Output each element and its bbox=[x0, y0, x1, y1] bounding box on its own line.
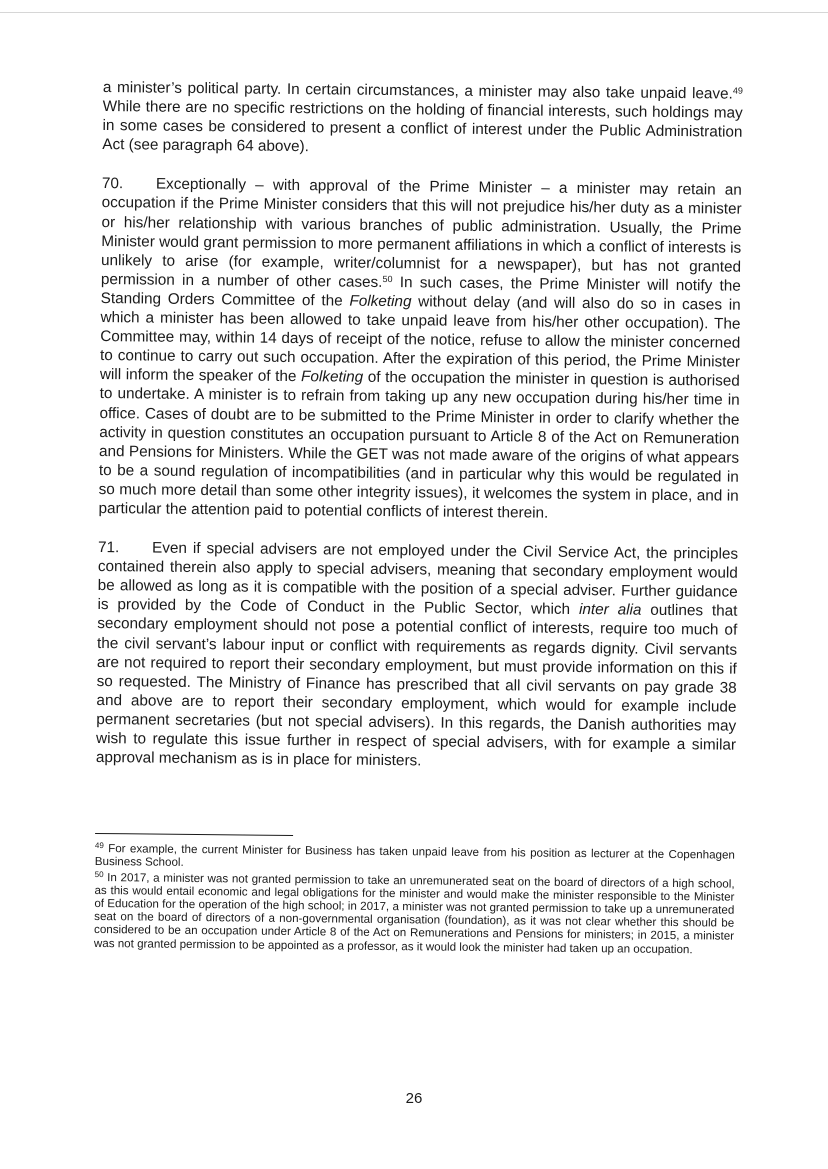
italic-term: Folketing bbox=[349, 292, 412, 311]
footnote-49 bbox=[95, 842, 735, 875]
document-page bbox=[94, 78, 743, 958]
footnote-text: For example, the current Minister for Business has taken unpaid leave from his position as lecturer at the Copenhagen Business School. bbox=[94, 842, 735, 870]
italic-term: inter alia bbox=[578, 601, 642, 620]
paragraph-text: outlines that secondary employment should not pose a potential conflict of interests, require too much of the civil servant’s labour input or conflict with requirements as regards dignity. Civil servants are not required to report their secondary employment, but must provide information on this if so requested. The Ministry of Finance has prescribed that all civil servants on pay grade 38 and above are to report their secondary employment, which would for example include permanent secretaries (but not special advisers). In this regards, the Danish authorities may wish to regulate this issue further in respect of special advisers, with for example a similar approval mechanism as is in place for ministers. bbox=[95, 602, 738, 770]
paragraph-70 bbox=[98, 174, 742, 524]
paragraph-text: without delay (and will also do so in cases in which a minister has been allowed to take unpaid leave from his/her other occupation). The Committee may, within 14 days of receipt of the notice, refuse to allow the minister concerned to continue to carry out such occupation. After the expiration of this period, the Prime Minister will inform the speaker of the bbox=[99, 293, 741, 386]
footnote-ref-49[interactable]: 49 bbox=[732, 85, 743, 96]
paragraph-continued bbox=[102, 78, 743, 161]
footnote-text: In 2017, a minister was not granted permission to take an unremunerated seat on the board of directors of a high school, as this would entail economic and legal obligations for the minister and would make the minister responsible to the Minister of Education for the operation of the high school; in 2017, a minister was not granted permission to take up a unremunerated seat on the board of directors of a non-governmental organisation (foundation), as it was not clear whether this should be considered to be an occupation under Article 8 of the Act on Remunerations and Pensions for ministers; in 2015, a minister was not granted permission to be appointed as a professor, as it would look the minister had taken up an occupation. bbox=[93, 870, 735, 956]
footnote-50 bbox=[94, 871, 735, 957]
paragraph-text: Exceptionally – with approval of the Prime Minister – a minister may retain an occupation if the Prime Minister considers that this will not prejudice his/her duty as a minister or his/her relationship with various branches of public administration. Usually, the Prime Minister would grant permission to more permanent affiliations in which a conflict of interests is unlikely to arise (for example, writer/columnist for a newspaper), but has not granted permission in a number of other cases. bbox=[100, 175, 742, 291]
footnote-marker: 50 bbox=[94, 869, 104, 879]
paragraph-number: 71. bbox=[97, 539, 120, 557]
italic-term: Folketing bbox=[301, 368, 364, 387]
page-number: 26 bbox=[405, 1090, 423, 1107]
paragraph-text: While there are no specific restrictions on the holding of financial interests, such holdings may in some cases be considered to present a conflict of interest under the Public Administration Act (see paragraph 64 above). bbox=[102, 98, 743, 156]
spacer bbox=[95, 787, 735, 840]
paragraph-text: of the occupation the minister in question is authorised to undertake. A minister is to refrain from taking up any new occupation during his/her time in office. Cases of doubt are to be submitted to the Prime Minister in order to clarify whether the activity in question constitutes an occupation pursuant to Article 8 of the Act on Remuneration and Pensions for Ministers. While the GET was not made aware of the origins of what appears to be a sound regulation of incompatibilities (and in particular why this would be regulated in so much more detail than some other integrity issues), it welcomes the system in place, and in particular the attention paid to potential conflicts of interest therein. bbox=[98, 369, 740, 522]
footnote-ref-50[interactable]: 50 bbox=[382, 273, 393, 284]
paragraph-text: Even if special advisers are not employed under the Civil Service Act, the principles contained therein also apply to special advisers, meaning that secondary employment would be allowed as long as it is compatible with the position of a special adviser. Further guidance is provided by the Code of Conduct in the Public Sector, which bbox=[97, 539, 739, 619]
paragraph-number: 70. bbox=[101, 175, 124, 193]
footnote-marker: 49 bbox=[94, 841, 104, 851]
paragraph-text: In such cases, the Prime Minister will notify the Standing Orders Committee of the bbox=[100, 273, 741, 310]
paragraph-71 bbox=[96, 538, 738, 774]
top-rule bbox=[0, 12, 828, 13]
paragraph-text: a minister’s political party. In certain circumstances, a minister may also take unpaid leave. bbox=[102, 78, 733, 103]
